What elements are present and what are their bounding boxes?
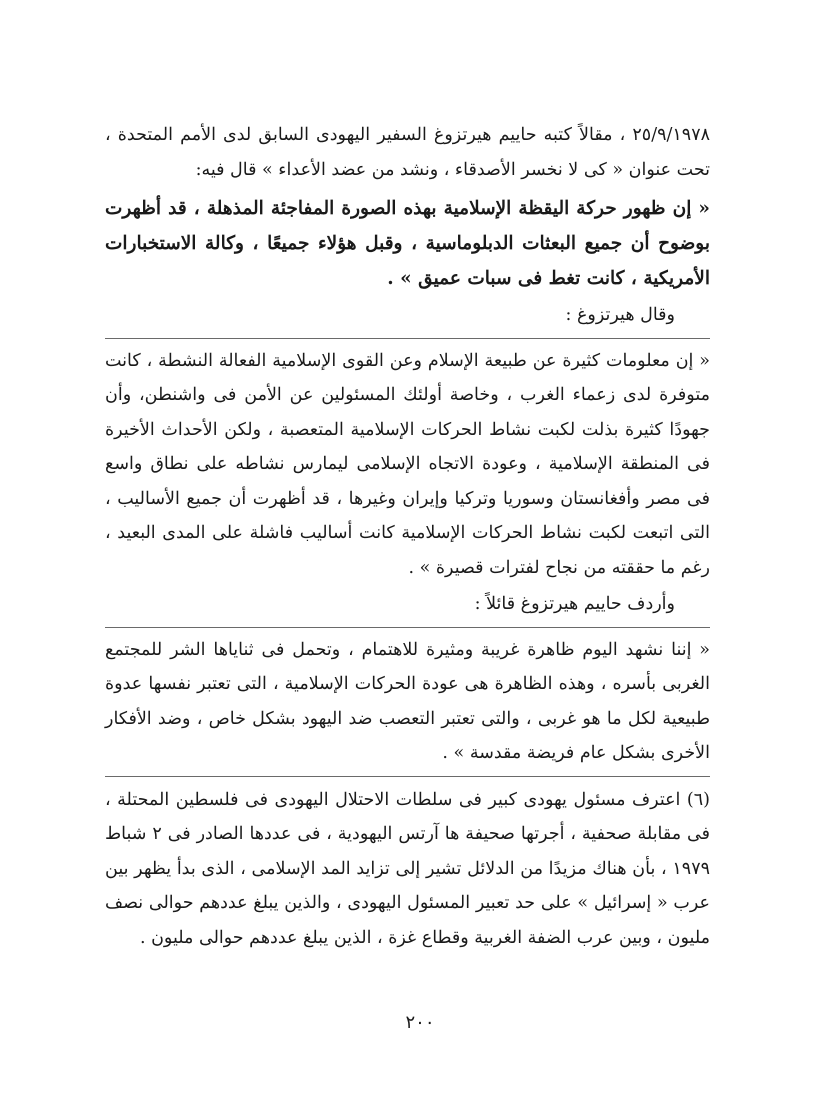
page-number: ٢٠٠ <box>405 1012 435 1033</box>
speaker-line-1: وقال هيرتزوغ : <box>565 305 675 325</box>
footnote-paragraph: (٦) اعترف مسئول يهودى كبير فى سلطات الاحتلال اليهودى فى فلسطين المحتلة ، فى مقابلة صحفية ، أجرتها صحيفة ها آرتس اليهودية ، فى عددها الصادر فى ٢ شباط ١٩٧٩ ، بأن هناك مزيدًا من الدلائل تشير إلى تزايد المد الإسلامى ، الذى بدأ يظهر بين عرب « إسرائيل » على حد تعبير المسئول اليهودى ، والذين يبلغ عددهم حوالى نصف مليون ، وبين عرب الضفة الغربية وقطاع غزة ، الذين يبلغ عددهم حوالى مليون . <box>105 789 710 948</box>
intro-paragraph: ٢٥/٩/١٩٧٨ ، مقالاً كتبه حاييم هيرتزوغ السفير اليهودى السابق لدى الأمم المتحدة ، تحت عنوان « كى لا نخسر الأصدقاء ، ونشد من عضد الأعداء » قال فيه: <box>105 125 710 180</box>
divider-rule-2 <box>105 627 710 628</box>
divider-rule-3 <box>105 776 710 777</box>
quote-paragraph-2: « إن معلومات كثيرة عن طبيعة الإسلام وعن القوى الإسلامية الفعالة النشطة ، كانت متوفرة لدى زعماء الغرب ، وخاصة أولئك المسئولين عن الأمن فى واشنطن، وأن جهودًا كثيرة بذلت لكبت نشاط الحركات الإسلامية المتعصبة ، ولكن الأحداث الأخيرة فى المنطقة الإسلامية ، وعودة الاتجاه الإسلامى ليمارس نشاطه على نطاق واسع فى مصر وأفغانستان وسوريا وتركيا وإيران وغيرها ، قد أظهرت أن جميع الأساليب ، التى اتبعت لكبت نشاط الحركات الإسلامية كانت أساليب فاشلة على المدى البعيد ، رغم ما حققته من نجاح لفترات قصيرة » . <box>105 350 710 578</box>
quote-paragraph-3: « إننا نشهد اليوم ظاهرة غريبة ومثيرة للاهتمام ، وتحمل فى ثناياها الشر للمجتمع الغربى بأسره ، وهذه الظاهرة هى عودة الحركات الإسلامية ، التى تعتبر نفسها عدوة طبيعية لكل ما هو غربى ، والتى تعتبر التعصب ضد اليهود بشكل خاص ، وضد الأفكار الأخرى بشكل عام فريضة مقدسة » . <box>105 639 710 763</box>
speaker-line-2: وأردف حاييم هيرتزوغ قائلاً : <box>474 594 675 614</box>
page-body <box>105 118 710 955</box>
divider-rule-1 <box>105 338 710 339</box>
bold-quote-paragraph: « إن ظهور حركة اليقظة الإسلامية بهذه الصورة المفاجئة المذهلة ، قد أظهرت بوضوح أن جميع البعثات الدبلوماسية ، وقبل هؤلاء جميعًا ، وكالة الاستخبارات الأمريكية ، كانت تغط فى سبات عميق » . <box>105 198 710 289</box>
